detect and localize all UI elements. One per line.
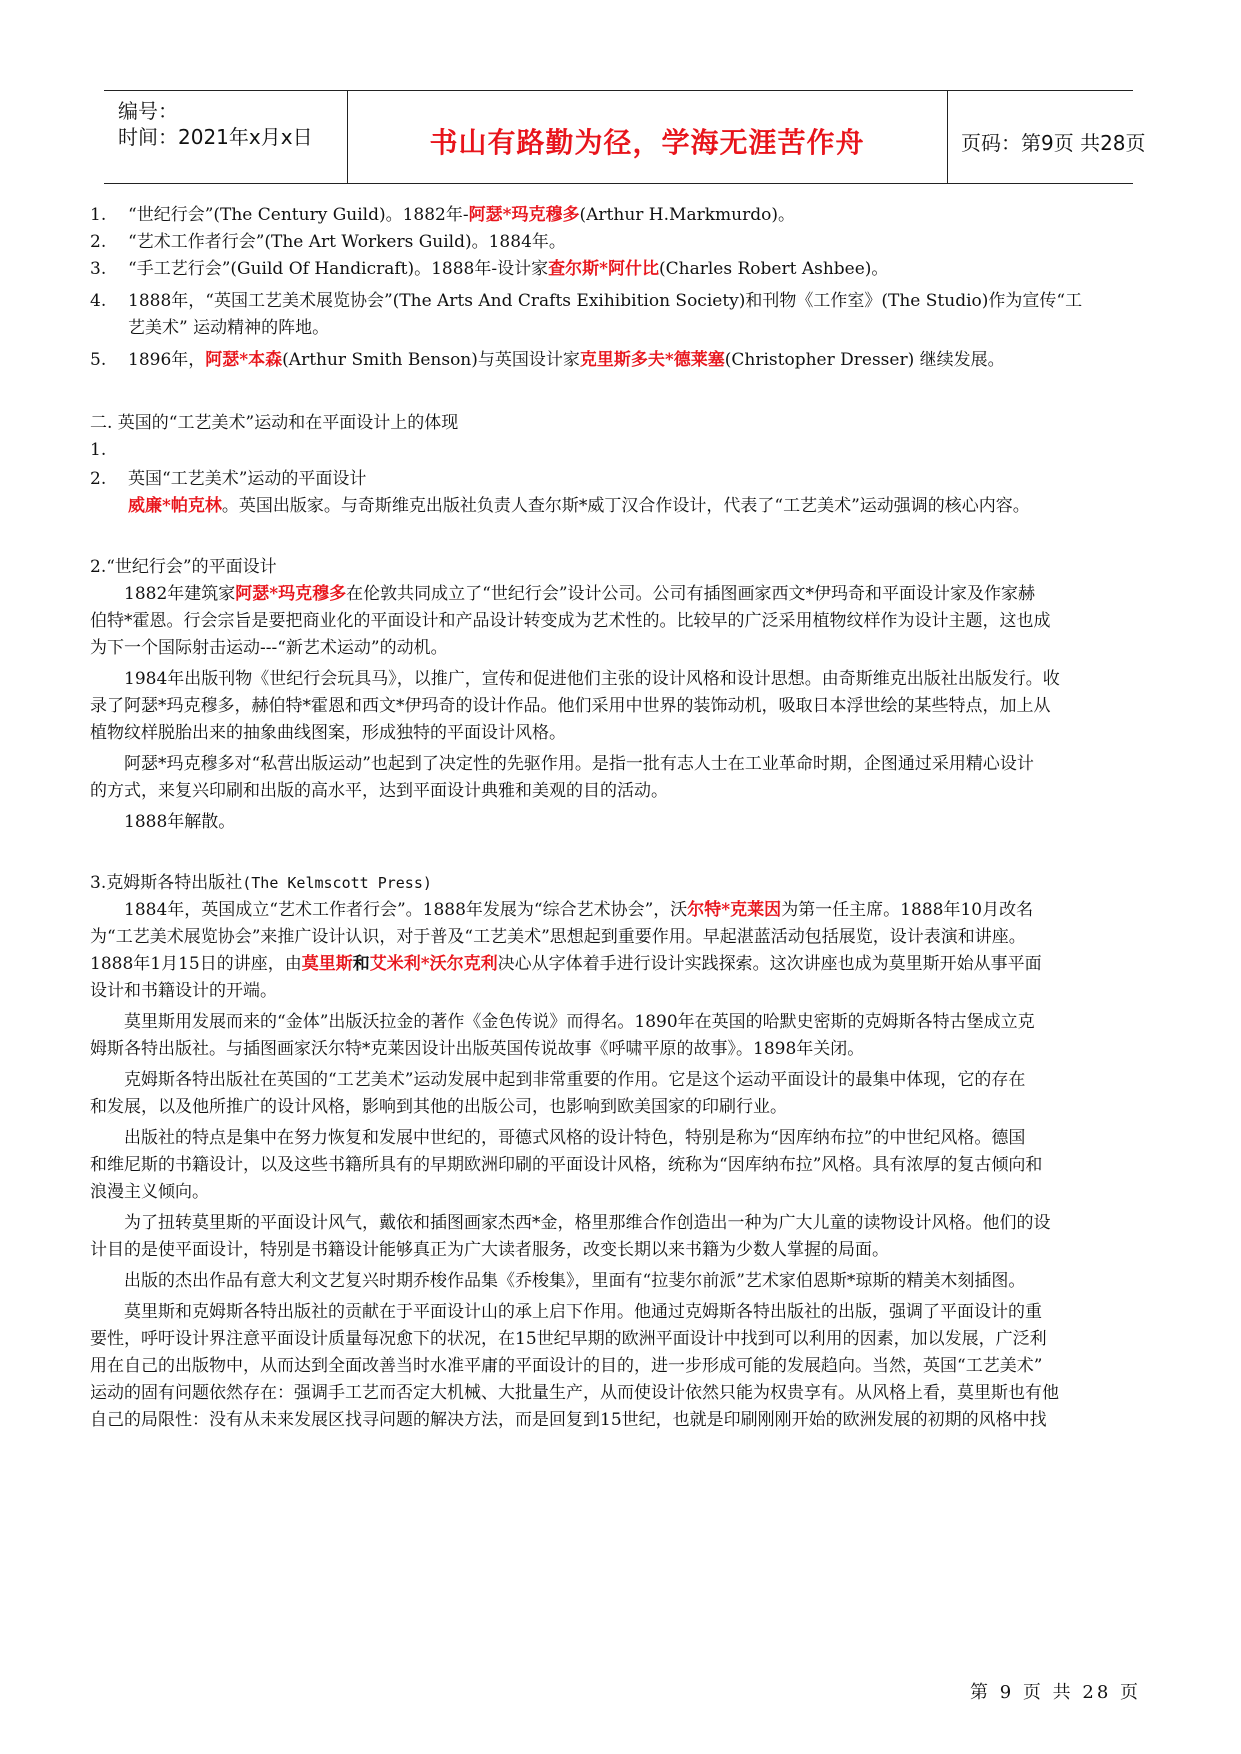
paragraph-line: 克姆斯各特出版社在英国的“工艺美术”运动发展中起到非常重要的作用。它是这个运动平面设计的最集中体现，它的存在 (124, 1070, 1026, 1090)
paragraph-line: 为“工艺美术展览协会”来推广设计认识，对于普及“工艺美术”思想起到重要作用。早起湛蓝活动包括展览，设计表演和讲座。 (90, 927, 1026, 947)
paragraph-line: 出版社的特点是集中在努力恢复和发展中世纪的，哥德式风格的设计特色，特别是称为“因库纳布拉”的中世纪风格。德国 (124, 1128, 1026, 1148)
serial-label: 编号： (118, 99, 178, 123)
paragraph-line: 要性，呼吁设计界注意平面设计质量每况愈下的状况，在15世纪早期的欧洲平面设计中找到可以利用的因素，加以发展，广泛利 (90, 1329, 1047, 1349)
paragraph-line: 自己的局限性：没有从未来发展区找寻问题的解决方法，而是回复到15世纪，也就是印刷刚刚开始的欧洲发展的初期的风格中找 (90, 1410, 1047, 1430)
paragraph-line: 用在自己的出版物中，从而达到全面改善当时水准平庸的平面设计的目的，进一步形成可能的发展趋向。当然，英国“工艺美术” (90, 1356, 1043, 1376)
paragraph-line: 莫里斯用发展而来的“金体”出版沃拉金的著作《金色传说》而得名。1890年在英国的哈默史密斯的克姆斯各特古堡成立克 (124, 1012, 1035, 1032)
header-middle-cell (347, 91, 948, 183)
paragraph-line: 莫里斯和克姆斯各特出版社的贡献在于平面设计山的承上启下作用。他通过克姆斯各特出版社的出版，强调了平面设计的重 (124, 1302, 1042, 1322)
paragraph-line: 植物纹样脱胎出来的抽象曲线图案，形成独特的平面设计风格。 (90, 723, 566, 743)
page-footer: 第 9 页 共 28 页 (970, 1682, 1141, 1703)
paragraph-line: 出版的杰出作品有意大利文艺复兴时期乔梭作品集《乔梭集》，里面有“拉斐尔前派”艺术家伯恩斯*琼斯的精美木刻插图。 (124, 1271, 1026, 1291)
paragraph-line: 录了阿瑟*玛克穆多，赫伯特*霍恩和西文*伊玛奇的设计作品。他们采用中世界的装饰动机，吸取日本浮世绘的某些特点，加上从 (90, 696, 1051, 716)
page-header (104, 90, 1146, 184)
paragraph-line: 1888年解散。 (124, 812, 236, 832)
paragraph-line: 1984年出版刊物《世纪行会玩具马》，以推广，宣传和促进他们主张的设计风格和设计思想。由奇斯维克出版社出版发行。收 (124, 669, 1060, 689)
section-heading: 2.“世纪行会”的平面设计 (90, 557, 277, 577)
list-item: 1. (90, 440, 107, 460)
paragraph-line: 和发展，以及他所推广的设计风格，影响到其他的出版公司，也影响到欧美国家的印刷行业。 (90, 1097, 787, 1117)
paragraph-line: 1884年，英国成立“艺术工作者行会”。1888年发展为“综合艺术协会”，沃尔特*克莱因为第一任主席。1888年10月改名 (124, 900, 1034, 920)
paragraph-line: 运动的固有问题依然存在：强调手工艺而否定大机械、大批量生产，从而使设计依然只能为权贵享有。从风格上看，莫里斯也有他 (90, 1383, 1059, 1403)
paragraph-line: 的方式，来复兴印刷和出版的高水平，达到平面设计典雅和美观的目的活动。 (90, 781, 668, 801)
paragraph-line: 1882年建筑家阿瑟*玛克穆多在伦敦共同成立了“世纪行会”设计公司。公司有插图画家西文*伊玛奇和平面设计家及作家赫 (124, 584, 1036, 604)
section-heading: 3.克姆斯各特出版社(The Kelmscott Press) (90, 873, 432, 893)
paragraph-line: 为了扭转莫里斯的平面设计风气，戴依和插图画家杰西*金，格里那维合作创造出一种为广大儿童的读物设计风格。他们的设 (124, 1213, 1051, 1233)
paragraph-line: 威廉*帕克林。英国出版家。与奇斯维克出版社负责人查尔斯*威丁汉合作设计，代表了“工艺美术”运动强调的核心内容。 (128, 496, 1030, 516)
paragraph-line: 设计和书籍设计的开端。 (90, 981, 277, 1001)
paragraph-line: 阿瑟*玛克穆多对“私营出版运动”也起到了决定性的先驱作用。是指一批有志人士在工业革命时期，企图通过采用精心设计 (124, 754, 1034, 774)
paragraph-line: 为下一个国际射击运动---“新艺术运动”的动机。 (90, 638, 448, 658)
paragraph-line: 计目的是使平面设计，特别是书籍设计能够真正为广大读者服务，改变长期以来书籍为少数人掌握的局面。 (90, 1240, 889, 1260)
header-left-cell (104, 91, 348, 183)
paragraph-line: 伯特*霍恩。行会宗旨是要把商业化的平面设计和产品设计转变成为艺术性的。比较早的广泛采用植物纹样作为设计主题，这也成 (90, 611, 1051, 631)
section-heading: 二. 英国的“工艺美术”运动和在平面设计上的体现 (90, 413, 459, 433)
motto: 书山有路勤为径，学海无涯苦作舟 (429, 126, 865, 159)
date-label: 时间：2021年x月x日 (118, 125, 313, 149)
paragraph-line: 姆斯各特出版社。与插图画家沃尔特*克莱因设计出版英国传说故事《呼啸平原的故事》。1898年关闭。 (90, 1039, 865, 1059)
paragraph-line: 和维尼斯的书籍设计，以及这些书籍所具有的早期欧洲印刷的平面设计风格，统称为“因库纳布拉”风格。具有浓厚的复古倾向和 (90, 1155, 1043, 1175)
header-page-number: 页码：第9页 共28页 (961, 131, 1146, 155)
paragraph-line: 浪漫主义倾向。 (90, 1182, 209, 1202)
paragraph-line: 1888年1月15日的讲座，由莫里斯和艾米利*沃尔克利决心从字体着手进行设计实践探索。这次讲座也成为莫里斯开始从事平面 (90, 954, 1042, 974)
header-right-cell (947, 91, 1146, 183)
